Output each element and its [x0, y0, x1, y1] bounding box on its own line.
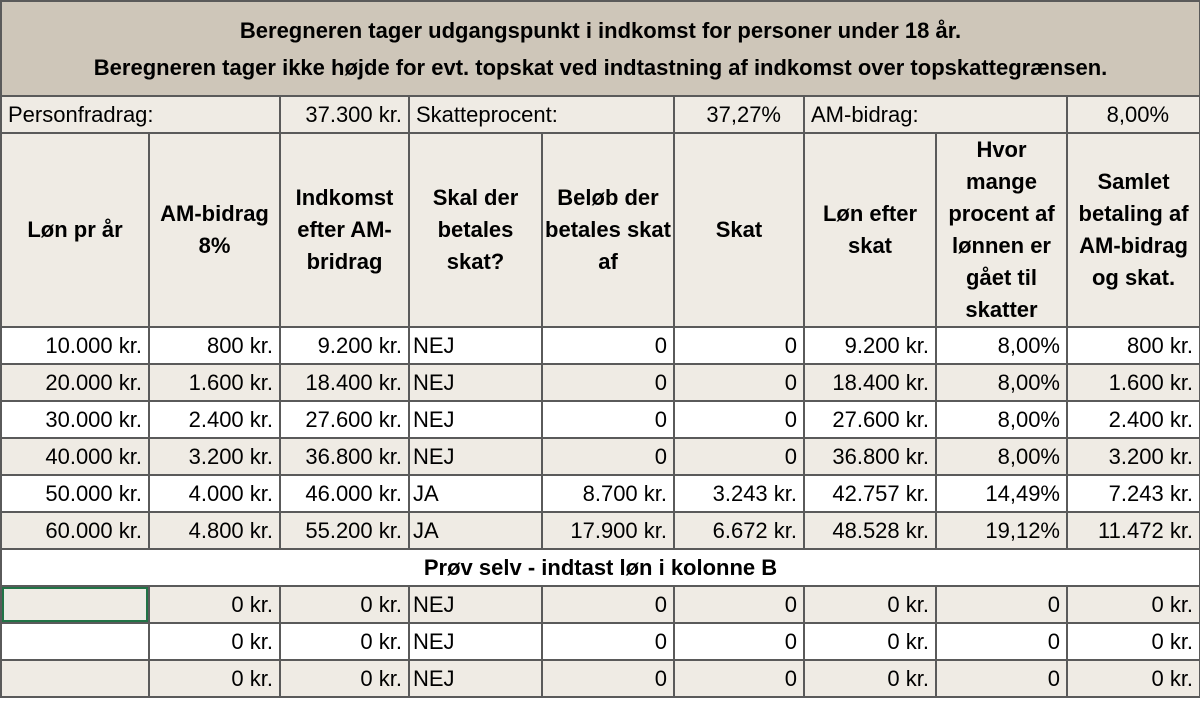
table-cell[interactable]: 17.900 kr.: [542, 512, 674, 549]
table-cell[interactable]: NEJ: [409, 438, 542, 475]
banner-line-1: Beregneren tager udgangspunkt i indkomst for personer under 18 år.: [239, 17, 962, 43]
table-cell[interactable]: 19,12%: [936, 512, 1067, 549]
column-header: Beløb der betales skat af: [542, 133, 674, 327]
table-cell[interactable]: 0: [936, 586, 1067, 623]
table-cell[interactable]: 0: [674, 586, 804, 623]
info-banner: [1, 1, 1200, 96]
table-cell[interactable]: 1.600 kr.: [149, 364, 280, 401]
ambidrag-value[interactable]: 8,00%: [1067, 96, 1200, 133]
table-cell[interactable]: 0: [936, 623, 1067, 660]
table-cell[interactable]: 0: [542, 438, 674, 475]
table-cell[interactable]: 27.600 kr.: [280, 401, 409, 438]
banner-line-2: Beregneren tager ikke højde for evt. topskat ved indtastning af indkomst over topskattegrænsen.: [93, 54, 1108, 80]
table-cell[interactable]: 0 kr.: [1067, 586, 1200, 623]
column-header: Samlet betaling af AM-bidrag og skat.: [1067, 133, 1200, 327]
table-cell[interactable]: 9.200 kr.: [804, 327, 936, 364]
column-header: Løn efter skat: [804, 133, 936, 327]
table-cell[interactable]: 2.400 kr.: [149, 401, 280, 438]
table-cell[interactable]: 0 kr.: [804, 586, 936, 623]
table-cell[interactable]: 11.472 kr.: [1067, 512, 1200, 549]
table-cell[interactable]: 8,00%: [936, 364, 1067, 401]
table-row: [1, 586, 1200, 623]
table-cell[interactable]: 30.000 kr.: [1, 401, 149, 438]
table-cell[interactable]: 8.700 kr.: [542, 475, 674, 512]
table-cell[interactable]: 0: [542, 327, 674, 364]
table-row: [1, 401, 1200, 438]
table-cell[interactable]: 14,49%: [936, 475, 1067, 512]
table-cell[interactable]: 18.400 kr.: [804, 364, 936, 401]
table-cell[interactable]: 42.757 kr.: [804, 475, 936, 512]
table-cell[interactable]: 20.000 kr.: [1, 364, 149, 401]
table-cell[interactable]: 0: [542, 623, 674, 660]
table-cell[interactable]: 0 kr.: [804, 660, 936, 697]
table-cell[interactable]: 0: [542, 586, 674, 623]
table-cell[interactable]: 40.000 kr.: [1, 438, 149, 475]
table-cell[interactable]: 36.800 kr.: [804, 438, 936, 475]
table-cell[interactable]: 0: [542, 364, 674, 401]
table-cell[interactable]: NEJ: [409, 660, 542, 697]
table-cell[interactable]: 0 kr.: [149, 660, 280, 697]
column-header: Løn pr år: [1, 133, 149, 327]
table-cell[interactable]: 8,00%: [936, 438, 1067, 475]
table-cell[interactable]: 0: [542, 660, 674, 697]
table-cell[interactable]: 3.243 kr.: [674, 475, 804, 512]
salary-input-cell[interactable]: [1, 623, 149, 660]
table-cell[interactable]: 9.200 kr.: [280, 327, 409, 364]
table-cell[interactable]: 3.200 kr.: [149, 438, 280, 475]
table-row: [1, 512, 1200, 549]
table-cell[interactable]: 0: [674, 660, 804, 697]
column-header: Skat: [674, 133, 804, 327]
table-row: [1, 623, 1200, 660]
table-cell[interactable]: 0: [674, 364, 804, 401]
table-cell[interactable]: 3.200 kr.: [1067, 438, 1200, 475]
column-header: AM-bidrag 8%: [149, 133, 280, 327]
table-row: [1, 327, 1200, 364]
column-header: Skal der betales skat?: [409, 133, 542, 327]
table-cell[interactable]: 4.800 kr.: [149, 512, 280, 549]
table-row: [1, 475, 1200, 512]
table-cell[interactable]: 0 kr.: [280, 586, 409, 623]
table-cell[interactable]: 1.600 kr.: [1067, 364, 1200, 401]
table-cell[interactable]: 0 kr.: [1067, 660, 1200, 697]
table-cell[interactable]: 0: [674, 401, 804, 438]
table-cell[interactable]: 60.000 kr.: [1, 512, 149, 549]
table-cell[interactable]: 0 kr.: [149, 586, 280, 623]
table-cell[interactable]: JA: [409, 475, 542, 512]
table-cell[interactable]: 48.528 kr.: [804, 512, 936, 549]
salary-input-cell[interactable]: [1, 660, 149, 697]
personfradrag-label: Personfradrag:: [1, 96, 280, 133]
table-cell[interactable]: 0 kr.: [149, 623, 280, 660]
table-cell[interactable]: NEJ: [409, 623, 542, 660]
table-cell[interactable]: 0: [674, 438, 804, 475]
table-cell[interactable]: 27.600 kr.: [804, 401, 936, 438]
table-cell[interactable]: 55.200 kr.: [280, 512, 409, 549]
column-header: Indkomst efter AM-bridrag: [280, 133, 409, 327]
table-cell[interactable]: 800 kr.: [1067, 327, 1200, 364]
column-header: Hvor mange procent af lønnen er gået til skatter: [936, 133, 1067, 327]
table-cell[interactable]: NEJ: [409, 364, 542, 401]
table-cell[interactable]: 0: [674, 623, 804, 660]
table-cell[interactable]: 0: [936, 660, 1067, 697]
table-cell[interactable]: 4.000 kr.: [149, 475, 280, 512]
table-cell[interactable]: JA: [409, 512, 542, 549]
table-cell[interactable]: NEJ: [409, 401, 542, 438]
table-cell[interactable]: 6.672 kr.: [674, 512, 804, 549]
table-cell[interactable]: 10.000 kr.: [1, 327, 149, 364]
skatteprocent-label: Skatteprocent:: [409, 96, 674, 133]
table-cell[interactable]: 8,00%: [936, 327, 1067, 364]
table-cell[interactable]: NEJ: [409, 586, 542, 623]
table-cell[interactable]: NEJ: [409, 327, 542, 364]
table-cell[interactable]: 50.000 kr.: [1, 475, 149, 512]
ambidrag-label: AM-bidrag:: [804, 96, 1067, 133]
skatteprocent-value[interactable]: 37,27%: [674, 96, 804, 133]
try-section-title: Prøv selv - indtast løn i kolonne B: [1, 549, 1200, 586]
table-row: [1, 660, 1200, 697]
table-cell[interactable]: 0 kr.: [804, 623, 936, 660]
table-cell[interactable]: 46.000 kr.: [280, 475, 409, 512]
table-cell[interactable]: 0: [542, 401, 674, 438]
table-cell[interactable]: 7.243 kr.: [1067, 475, 1200, 512]
table-row: [1, 438, 1200, 475]
table-cell[interactable]: 8,00%: [936, 401, 1067, 438]
table-cell[interactable]: 18.400 kr.: [280, 364, 409, 401]
salary-input-cell[interactable]: [1, 586, 149, 623]
table-cell[interactable]: 800 kr.: [149, 327, 280, 364]
table-cell[interactable]: 2.400 kr.: [1067, 401, 1200, 438]
table-cell[interactable]: 0 kr.: [280, 660, 409, 697]
table-cell[interactable]: 36.800 kr.: [280, 438, 409, 475]
personfradrag-value[interactable]: 37.300 kr.: [280, 96, 409, 133]
table-cell[interactable]: 0: [674, 327, 804, 364]
table-cell[interactable]: 0 kr.: [1067, 623, 1200, 660]
table-row: [1, 364, 1200, 401]
table-cell[interactable]: 0 kr.: [280, 623, 409, 660]
